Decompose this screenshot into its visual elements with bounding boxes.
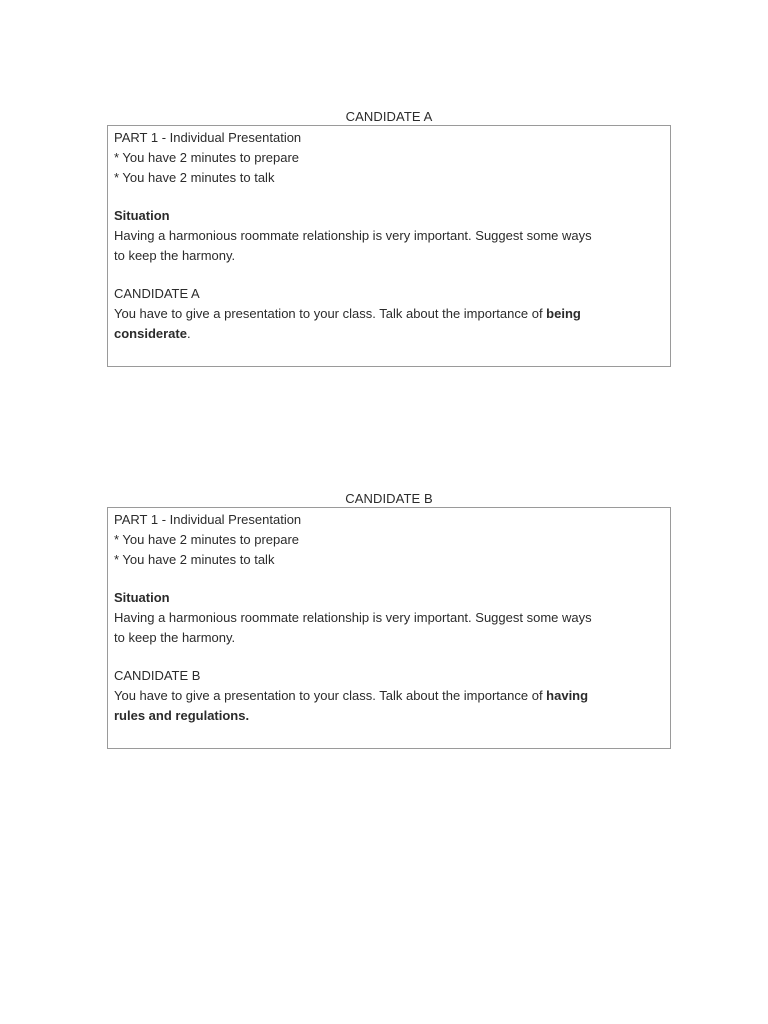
candidate-label: CANDIDATE B — [114, 668, 201, 683]
prepare-time-line: * You have 2 minutes to prepare — [114, 150, 300, 165]
card-heading: CANDIDATE B — [345, 491, 433, 506]
candidate-b-card — [107, 490, 671, 749]
situation-text-line1: Having a harmonious roommate relationship is very important. Suggest some ways — [114, 228, 592, 243]
task-bold-1: being — [546, 306, 581, 321]
task-text-line2 — [114, 706, 664, 726]
prepare-time-line: * You have 2 minutes to prepare — [114, 532, 300, 547]
situation-text-line2: to keep the harmony. — [114, 248, 236, 263]
candidate-label: CANDIDATE A — [114, 286, 200, 301]
task-end: . — [186, 326, 191, 341]
situation-text-line2: to keep the harmony. — [114, 630, 236, 645]
task-text: You have to give a presentation to your class. Talk about the importance of — [114, 306, 547, 321]
candidate-a-card — [107, 108, 671, 367]
task-bold-2: considerate — [114, 326, 187, 341]
situation-text-line1: Having a harmonious roommate relationship is very important. Suggest some ways — [114, 610, 592, 625]
talk-time-line: * You have 2 minutes to talk — [114, 170, 275, 185]
situation-label: Situation — [114, 590, 170, 605]
task-bold-2: rules and regulations. — [114, 708, 250, 723]
task-text-line1 — [114, 686, 664, 706]
part-title: PART 1 - Individual Presentation — [114, 130, 302, 145]
situation-label: Situation — [114, 208, 170, 223]
card-box — [107, 507, 671, 749]
task-text-line1 — [114, 304, 664, 324]
task-text: You have to give a presentation to your class. Talk about the importance of — [114, 688, 547, 703]
card-box — [107, 125, 671, 367]
part-title: PART 1 - Individual Presentation — [114, 512, 302, 527]
task-bold-1: having — [546, 688, 589, 703]
talk-time-line: * You have 2 minutes to talk — [114, 552, 275, 567]
task-text-line2 — [114, 324, 664, 344]
card-heading: CANDIDATE A — [345, 109, 433, 124]
